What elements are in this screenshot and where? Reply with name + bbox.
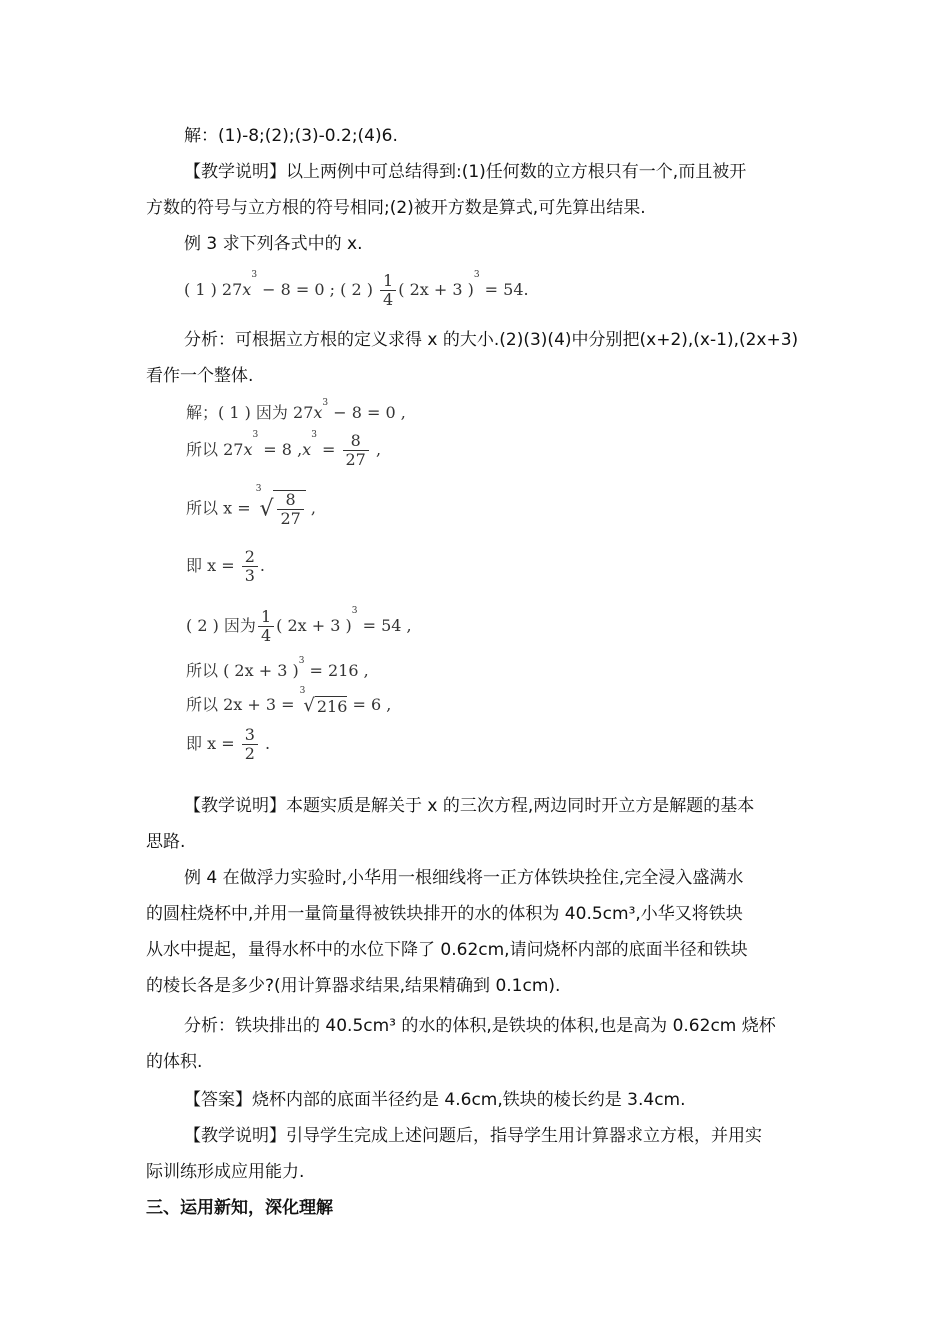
equation-line: ( 1 ) $27x^3 - 8 = 0$ ; ( 2 ) $\frac{1}{4}$ ( 2x + 3 )$^3$ = 54.	[184, 270, 529, 309]
solution-step: 即 x = $\frac{2}{3}$ .	[186, 547, 265, 585]
teaching-note-line: 【教学说明】本题实质是解关于 x 的三次方程,两边同时开立方是解题的基本	[184, 796, 755, 816]
example-heading: 例 3 求下列各式中的 x.	[184, 234, 363, 254]
analysis-line: 分析：铁块排出的 40.5cm³ 的水的体积,是铁块的体积,也是高为 0.62cm 烧杯	[184, 1016, 776, 1036]
fraction: $\frac{1}{4}$	[258, 608, 274, 645]
answer-line: 【答案】烧杯内部的底面半径约是 4.6cm,铁块的棱长约是 3.4cm.	[184, 1090, 686, 1110]
solution-step: 所以 ( 2x + 3 )$^3$ = 216 ,	[186, 656, 369, 680]
fraction: $\frac{2}{3}$	[242, 548, 258, 585]
solution-step: ( 2 ) 因为 $\frac{1}{4}$ ( 2x + 3 )$^3$ = 54 ,	[186, 606, 412, 645]
cube-root: √ $\frac{8}{27}$	[259, 490, 305, 528]
solution-step: 所以 $27x^3 = 8$ $,x^3$ = $\frac{8}{27}$ ,	[186, 430, 382, 469]
fraction: $\frac{8}{27}$	[343, 432, 369, 469]
teaching-note-line: 际训练形成应用能力.	[146, 1162, 305, 1182]
analysis-line: 看作一个整体.	[146, 366, 254, 386]
teaching-note-line: 方数的符号与立方根的符号相同;(2)被开方数是算式,可先算出结果.	[146, 198, 646, 218]
teaching-note-line: 【教学说明】引导学生完成上述问题后，指导学生用计算器求立方根，并用实	[184, 1126, 762, 1146]
fraction: $\frac{3}{2}$	[242, 726, 258, 763]
solution-step: 所以 x = $^3$√ $\frac{8}{27}$ ,	[186, 484, 316, 528]
solution-step: 解；( 1 ) 因为 $27x^3 - 8 = 0$ ,	[186, 398, 406, 422]
section-heading: 三、运用新知，深化理解	[146, 1198, 333, 1218]
fraction: $\frac{8}{27}$	[277, 491, 303, 528]
example-paragraph: 的棱长各是多少?(用计算器求结果,结果精确到 0.1cm).	[146, 976, 561, 996]
analysis-line: 分析：可根据立方根的定义求得 x 的大小.(2)(3)(4)中分别把(x+2),(x-1),(2x+3)	[184, 330, 799, 350]
example-paragraph: 的圆柱烧杯中,并用一量筒量得被铁块排开的水的体积为 40.5cm³,小华又将铁块	[146, 904, 743, 924]
analysis-line: 的体积.	[146, 1052, 203, 1072]
solution-step: 所以 2x + 3 = $^3$√ 216 = 6 ,	[186, 686, 392, 716]
teaching-note-line: 【教学说明】以上两例中可总结得到:(1)任何数的立方根只有一个,而且被开	[184, 162, 747, 182]
teaching-note-line: 思路.	[146, 832, 186, 852]
example-paragraph: 从水中提起，量得水杯中的水位下降了 0.62cm,请问烧杯内部的底面半径和铁块	[146, 940, 748, 960]
solution-step: 即 x = $\frac{3}{2}$ .	[186, 725, 271, 763]
example-paragraph: 例 4 在做浮力实验时,小华用一根细线将一正方体铁块拴住,完全浸入盛满水	[184, 868, 744, 888]
cube-root: √ 216	[303, 695, 348, 716]
fraction: $\frac{1}{4}$	[380, 272, 396, 309]
solution-line: 解：(1)-8;(2);(3)-0.2;(4)6.	[184, 126, 398, 146]
